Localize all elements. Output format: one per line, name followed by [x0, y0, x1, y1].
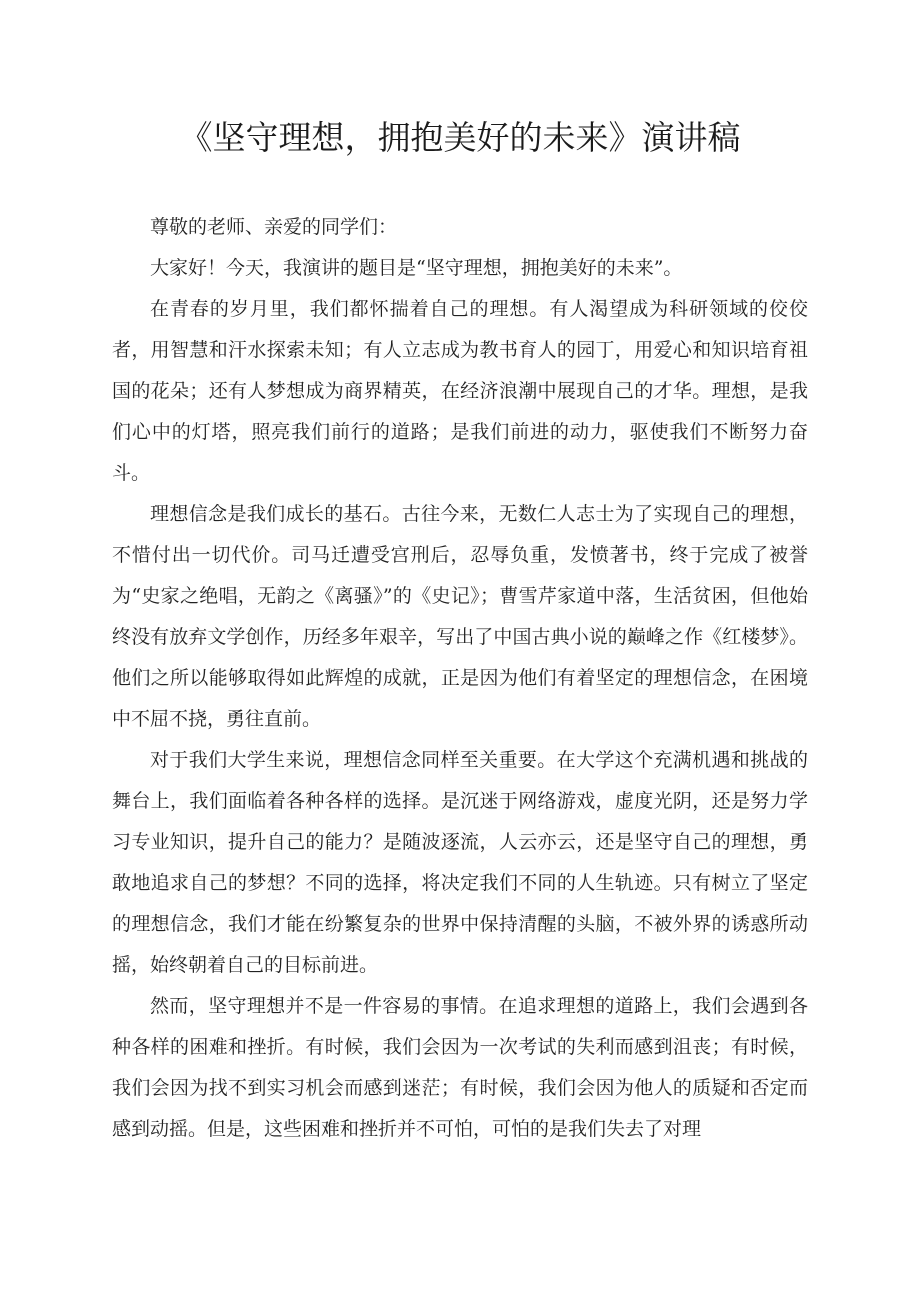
document-body	[112, 207, 808, 1150]
greeting-paragraph: 大家好！今天，我演讲的题目是“坚守理想，拥抱美好的未来”。	[150, 257, 683, 279]
body-paragraph: 然而，坚守理想并不是一件容易的事情。在追求理想的道路上，我们会遇到各种各样的困难和挫折。有时候，我们会因为一次考试的失利而感到沮丧；有时候，我们会因为找不到实习机会而感到迷茫；有时候，我们会因为他人的质疑和否定而感到动摇。但是，这些困难和挫折并不可怕，可怕的是我们失去了对理	[112, 995, 808, 1140]
body-paragraph: 对于我们大学生来说，理想信念同样至关重要。在大学这个充满机遇和挑战的舞台上，我们面临着各种各样的选择。是沉迷于网络游戏，虚度光阴，还是努力学习专业知识，提升自己的能力？是随波逐流，人云亦云，还是坚守自己的理想，勇敢地追求自己的梦想？不同的选择，将决定我们不同的人生轨迹。只有树立了坚定的理想信念，我们才能在纷繁复杂的世界中保持清醒的头脑，不被外界的诱惑所动摇，始终朝着自己的目标前进。	[112, 749, 808, 976]
body-paragraph: 理想信念是我们成长的基石。古往今来，无数仁人志士为了实现自己的理想，不惜付出一切代价。司马迁遭受宫刑后，忍辱负重，发愤著书，终于完成了被誉为“史家之绝唱，无韵之《离骚》”的《史记》；曹雪芹家道中落，生活贫困，但他始终没有放弃文学创作，历经多年艰辛，写出了中国古典小说的巅峰之作《红楼梦》。他们之所以能够取得如此辉煌的成就，正是因为他们有着坚定的理想信念，在困境中不屈不挠，勇往直前。	[112, 503, 808, 730]
document-title: 《坚守理想，拥抱美好的未来》演讲稿	[179, 118, 741, 157]
body-paragraph: 在青春的岁月里，我们都怀揣着自己的理想。有人渴望成为科研领域的佼佼者，用智慧和汗水探索未知；有人立志成为教书育人的园丁，用爱心和知识培育祖国的花朵；还有人梦想成为商界精英，在经济浪潮中展现自己的才华。理想，是我们心中的灯塔，照亮我们前行的道路；是我们前进的动力，驱使我们不断努力奋斗。	[112, 298, 808, 484]
salutation-paragraph: 尊敬的老师、亲爱的同学们：	[150, 216, 398, 238]
